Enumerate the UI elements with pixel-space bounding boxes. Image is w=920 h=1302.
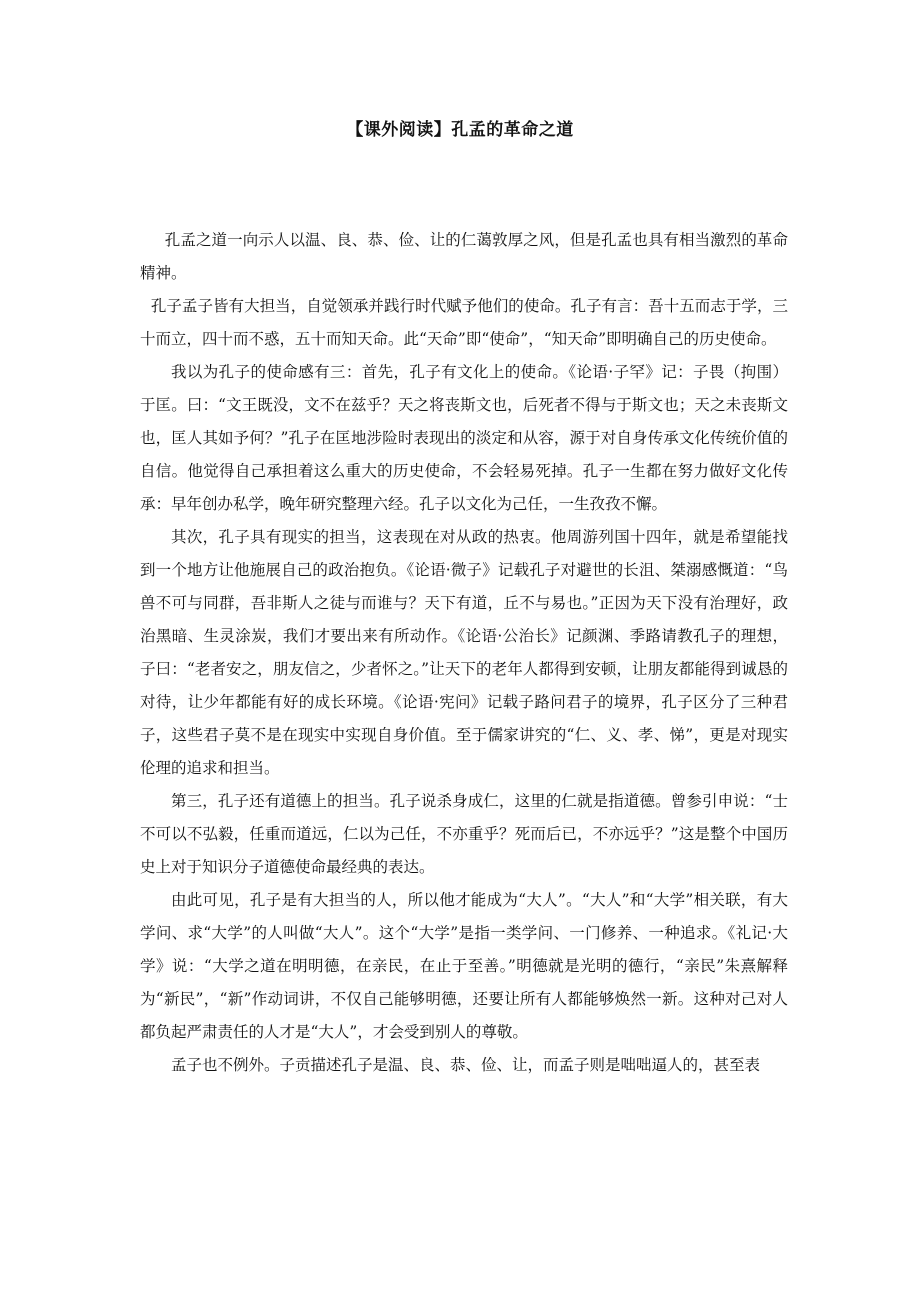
article-body bbox=[140, 224, 788, 1082]
page-title: 【课外阅读】孔孟的革命之道 bbox=[346, 120, 574, 140]
paragraph-6: 由此可见，孔子是有大担当的人，所以他才能成为“大人”。“大人”和“大学”相关联，有大学问、求“大学”的人叫做“大人”。这个“大学”是指一类学问、一门修养、一种追求。《礼记·大学》说：“大学之道在明明德，在亲民，在止于至善。”明德就是光明的德行，“亲民”朱熹解释为“新民”，“新”作动词讲，不仅自己能够明德，还要让所有人都能够焕然一新。这种对己对人都负起严肃责任的人才是“大人”，才会受到别人的尊敬。 bbox=[140, 891, 788, 1041]
paragraph-2: 孔子孟子皆有大担当，自觉领承并践行时代赋予他们的使命。孔子有言：吾十五而志于学，三十而立，四十而不惑，五十而知天命。此“天命”即“使命”，“知天命”即明确自己的历史使命。 bbox=[140, 297, 788, 348]
paragraph-5: 第三，孔子还有道德上的担当。孔子说杀身成仁，这里的仁就是指道德。曾参引申说：“士不可以不弘毅，任重而道远，仁以为己任，不亦重乎？死而后已，不亦远乎？”这是整个中国历史上对于知识分子道德使命最经典的表达。 bbox=[140, 792, 788, 876]
paragraph-4: 其次，孔子具有现实的担当，这表现在对从政的热衷。他周游列国十四年，就是希望能找到一个地方让他施展自己的政治抱负。《论语·微子》记载孔子对避世的长沮、桀溺感慨道：“鸟兽不可与同群，吾非斯人之徒与而谁与？天下有道，丘不与易也。”正因为天下没有治理好，政治黑暗、生灵涂炭，我们才要出来有所动作。《论语·公治长》记颜渊、季路请教孔子的理想，子曰：“老者安之，朋友信之，少者怀之。”让天下的老年人都得到安顿，让朋友都能得到诚恳的对待，让少年都能有好的成长环境。《论语·宪问》记载子路问君子的境界，孔子区分了三种君子，这些君子莫不是在现实中实现自身价值。至于儒家讲究的“仁、义、孝、悌”，更是对现实伦理的追求和担当。 bbox=[140, 528, 788, 777]
paragraph-7: 孟子也不例外。子贡描述孔子是温、良、恭、俭、让，而孟子则是咄咄逼人的，甚至表 bbox=[171, 1056, 761, 1074]
paragraph-1: 孔孟之道一向示人以温、良、恭、俭、让的仁蔼敦厚之风，但是孔孟也具有相当激烈的革命精神。 bbox=[140, 231, 788, 282]
paragraph-3: 我以为孔子的使命感有三：首先，孔子有文化上的使命。《论语·子罕》记：子畏（拘围）于匡。曰：“文王既没，文不在兹乎？天之将丧斯文也，后死者不得与于斯文也；天之未丧斯文也，匡人其如予何？”孔子在匡地涉险时表现出的淡定和从容，源于对自身传承文化传统价值的自信。他觉得自己承担着这么重大的历史使命，不会轻易死掉。孔子一生都在努力做好文化传承：早年创办私学，晚年研究整理六经。孔子以文化为己任，一生孜孜不懈。 bbox=[140, 363, 788, 513]
